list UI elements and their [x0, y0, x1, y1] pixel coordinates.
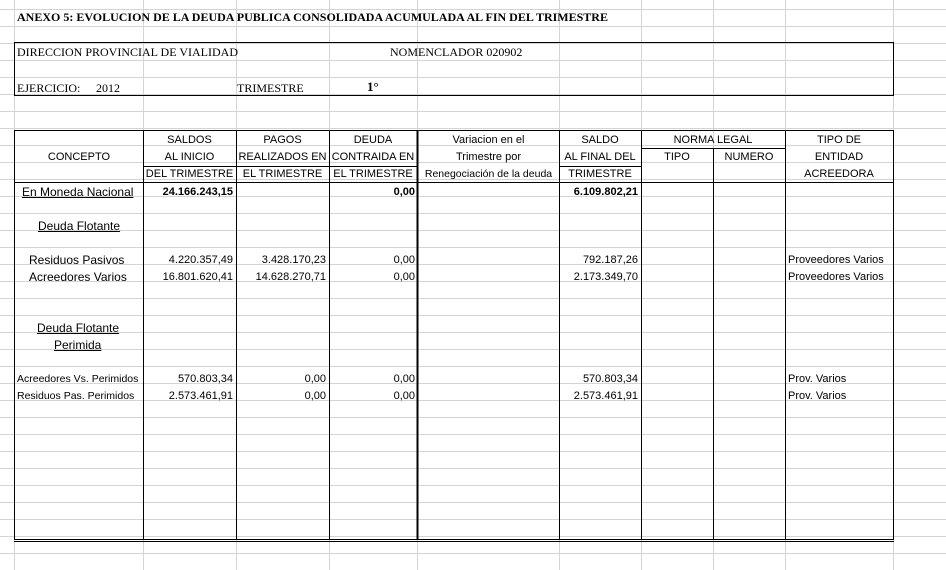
- header-saldo-final-1: SALDO: [581, 134, 619, 146]
- moneda-nacional-deuda: 0,00: [393, 186, 415, 198]
- ejercicio-label: EJERCICIO:: [17, 81, 81, 95]
- header-saldo-final-2: AL FINAL DEL: [564, 151, 636, 163]
- header-concepto: CONCEPTO: [47, 151, 111, 163]
- header-variacion-3: Renegociación de la deuda: [424, 168, 553, 180]
- row-residuos-perimidos-pagos: 0,00: [304, 390, 326, 402]
- header-numero: NUMERO: [724, 151, 774, 163]
- row-acreedores-perimidos-deuda: 0,00: [393, 373, 415, 385]
- header-pagos-1: PAGOS: [263, 134, 302, 146]
- deuda-flotante-perimida-label-1: Deuda Flotante: [37, 321, 120, 335]
- moneda-nacional-label: En Moneda Nacional: [22, 185, 134, 199]
- row-residuos-perimidos-deuda: 0,00: [393, 390, 415, 402]
- row-residuos-perimidos-saldo-final: 2.573.461,91: [573, 390, 638, 402]
- header-pagos-3: EL TRIMESTRE: [242, 168, 323, 180]
- row-residuos-pasivos-concepto: Residuos Pasivos: [29, 253, 125, 267]
- row-residuos-pasivos-saldo-inicio: 4.220.357,49: [168, 254, 233, 266]
- header-saldos-1: SALDOS: [167, 134, 212, 146]
- row-acreedores-perimidos-pagos: 0,00: [304, 373, 326, 385]
- header-saldos-3: DEL TRIMESTRE: [145, 168, 234, 180]
- row-residuos-pasivos-entidad: Proveedores Varios: [788, 254, 884, 266]
- ejercicio-value: 2012: [96, 81, 120, 95]
- header-norma-legal: NORMA LEGAL: [673, 134, 753, 146]
- row-residuos-pasivos-saldo-final: 792.187,26: [582, 254, 638, 266]
- moneda-nacional-saldo-inicio: 24.166.243,15: [162, 186, 233, 198]
- deuda-flotante-perimida-label-2: Perimida: [54, 338, 102, 352]
- header-pagos-2: REALIZADOS EN: [238, 151, 327, 163]
- header-tipo: TIPO: [664, 151, 690, 163]
- moneda-nacional-saldo-final: 6.109.802,21: [573, 186, 638, 198]
- nomenclador-label: NOMENCLADOR 020902: [390, 45, 523, 59]
- header-tipo-entidad-1: TIPO DE: [816, 134, 861, 146]
- page-title: ANEXO 5: EVOLUCION DE LA DEUDA PUBLICA CONSOLIDADA ACUMULADA AL FIN DEL TRIMESTRE: [17, 10, 608, 24]
- organismo-label: DIRECCION PROVINCIAL DE VIALIDAD: [17, 45, 238, 59]
- row-residuos-pasivos-deuda: 0,00: [393, 254, 415, 266]
- header-saldos-2: AL INICIO: [164, 151, 215, 163]
- header-variacion-1: Variacion en el: [452, 134, 525, 146]
- row-residuos-perimidos-entidad: Prov. Varios: [788, 390, 847, 402]
- deuda-flotante-label: Deuda Flotante: [38, 219, 121, 233]
- header-deuda-3: EL TRIMESTRE: [333, 168, 413, 180]
- row-acreedores-perimidos-concepto: Acreedores Vs. Perimidos: [17, 373, 139, 385]
- row-acreedores-perimidos-entidad: Prov. Varios: [788, 373, 847, 385]
- row-acreedores-varios-entidad: Proveedores Varios: [788, 271, 884, 283]
- row-residuos-perimidos-saldo-inicio: 2.573.461,91: [168, 390, 233, 402]
- row-acreedores-varios-pagos: 14.628.270,71: [255, 271, 326, 283]
- header-saldo-final-3: TRIMESTRE: [568, 168, 632, 180]
- row-acreedores-varios-saldo-inicio: 16.801.620,41: [162, 271, 233, 283]
- row-residuos-pasivos-pagos: 3.428.170,23: [261, 254, 326, 266]
- header-variacion-2: Trimestre por: [456, 151, 521, 163]
- trimestre-label: TRIMESTRE: [237, 81, 304, 95]
- header-tipo-entidad-2: ENTIDAD: [814, 151, 864, 163]
- row-acreedores-perimidos-saldo-final: 570.803,34: [582, 373, 638, 385]
- header-deuda-1: DEUDA: [353, 134, 393, 146]
- row-acreedores-perimidos-saldo-inicio: 570.803,34: [177, 373, 233, 385]
- header-deuda-2: CONTRAIDA EN: [331, 151, 415, 163]
- row-residuos-perimidos-concepto: Residuos Pas. Perimidos: [17, 390, 135, 402]
- header-tipo-entidad-3: ACREEDORA: [804, 168, 874, 180]
- trimestre-value: 1°: [367, 79, 379, 94]
- row-acreedores-varios-concepto: Acreedores Varios: [29, 270, 127, 284]
- row-acreedores-varios-deuda: 0,00: [393, 271, 415, 283]
- row-acreedores-varios-saldo-final: 2.173.349,70: [573, 271, 638, 283]
